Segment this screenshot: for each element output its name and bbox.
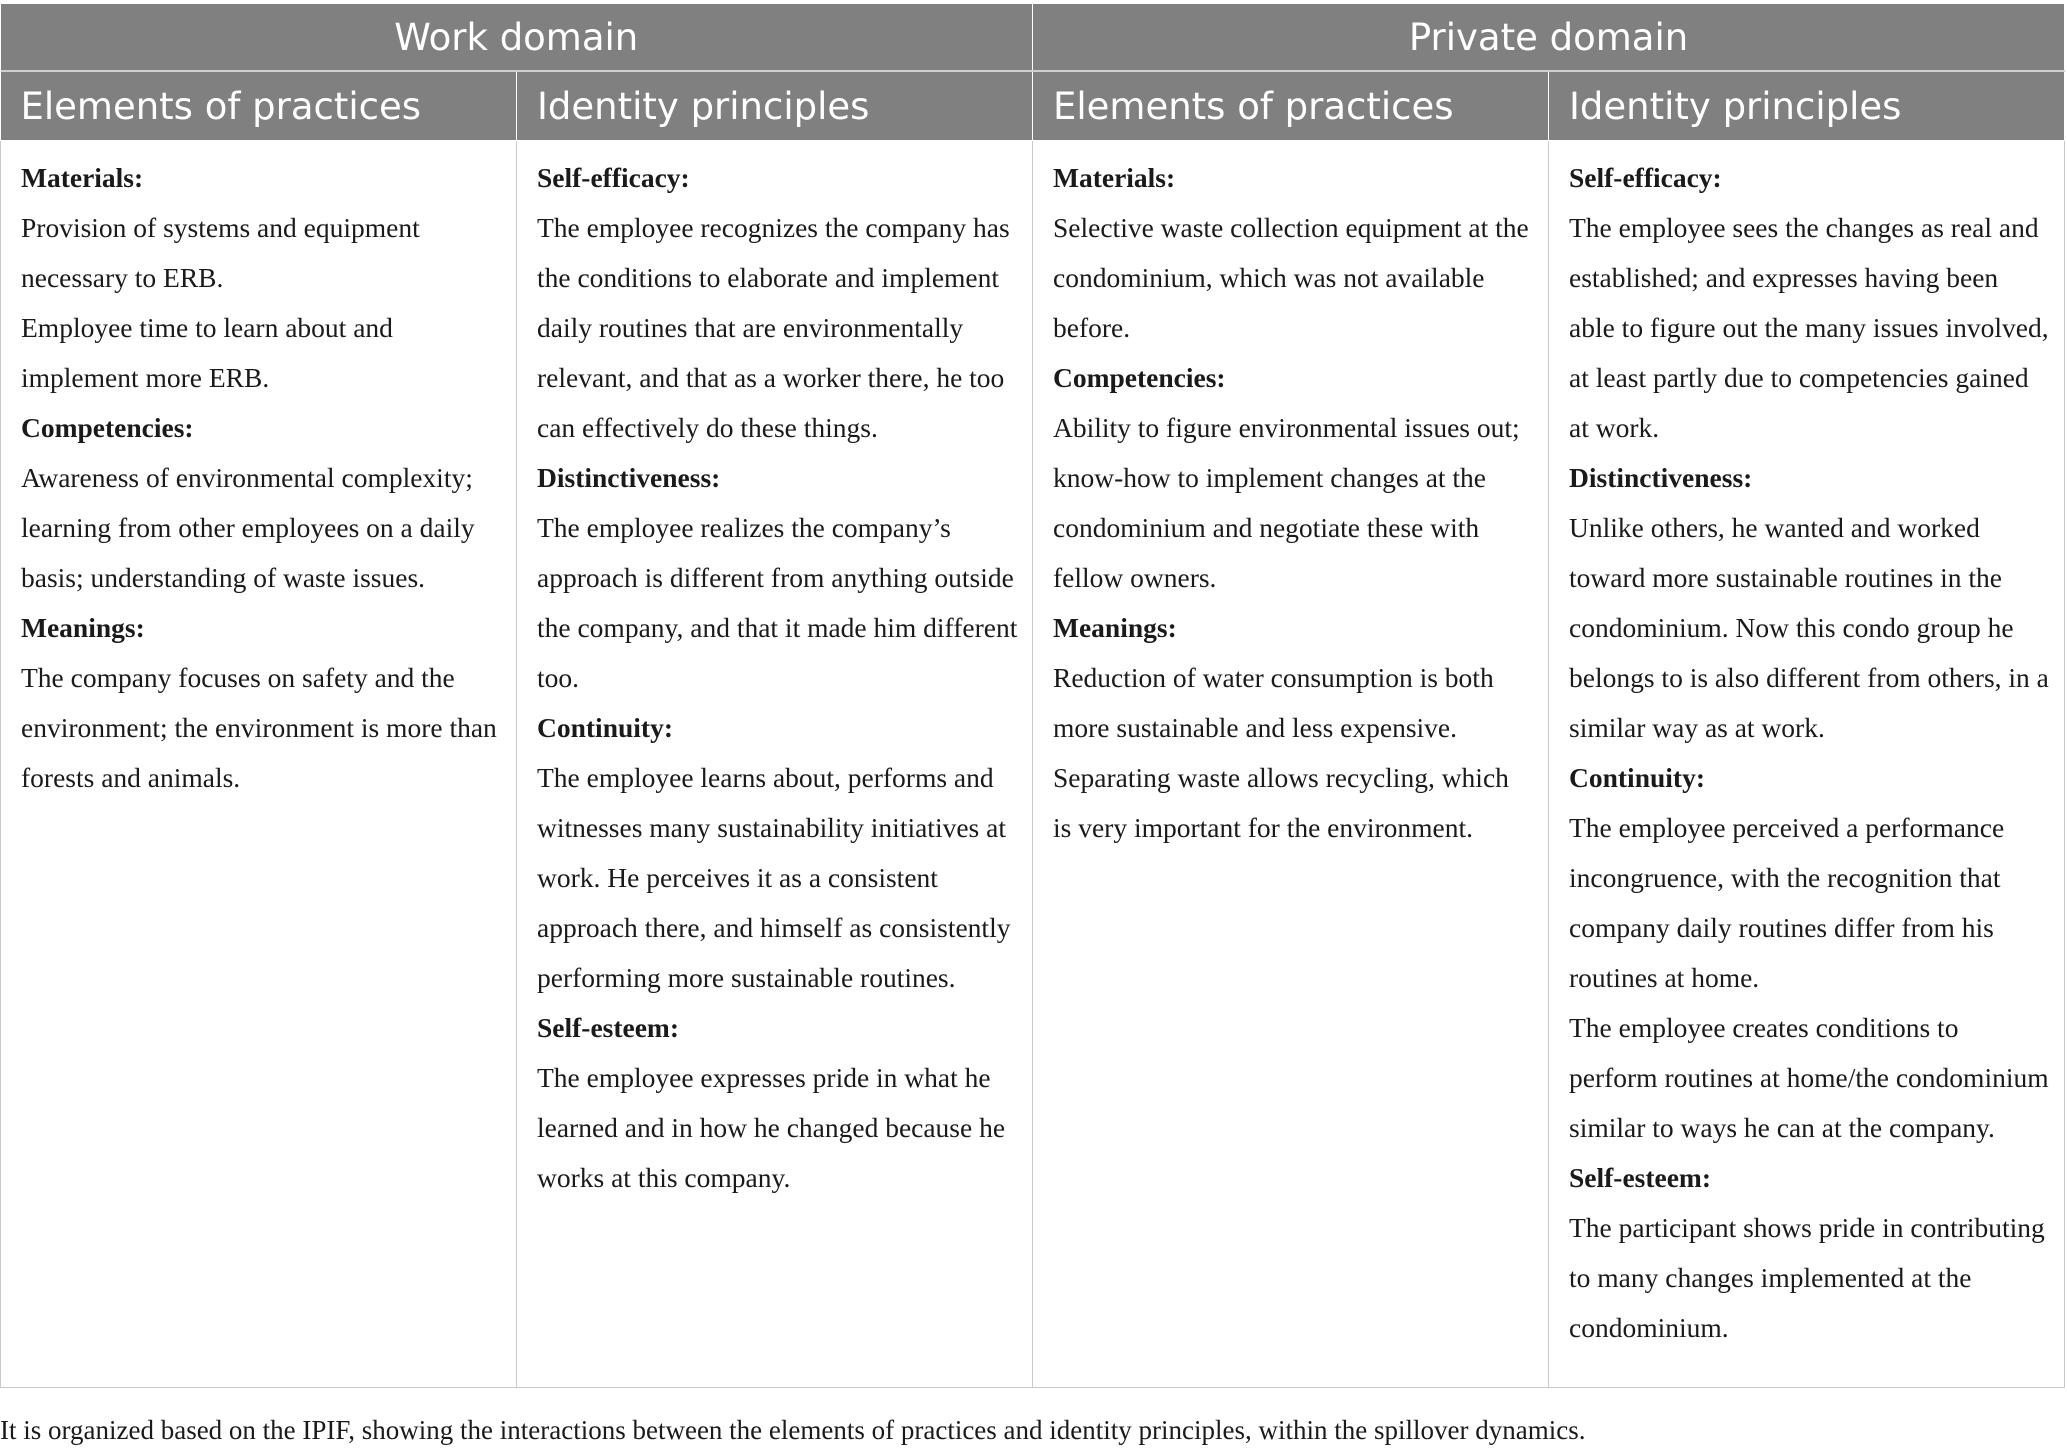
cell-label: Distinctiveness: [537,462,721,493]
cell-text: The employee sees the changes as real and established; and expresses having been able to figure out the many issues involved, at least partly due to competencies gained at work. [1569,212,2049,443]
cell-text: Awareness of environmental complexity; learning from other employees on a daily basis; understanding of waste issues. [21,462,475,593]
cell-label: Meanings: [21,612,145,643]
private-elements-cell [1033,141,1549,1388]
cell-label: Competencies: [1053,362,1226,393]
cell-label: Self-esteem: [1569,1162,1711,1193]
cell-label: Meanings: [1053,612,1177,643]
cell-text: The employee expresses pride in what he learned and in how he changed because he works at this company. [537,1062,1006,1193]
cell-text: Unlike others, he wanted and worked toward more sustainable routines in the condominium. Now this condo group he belongs to is also different from others, in a similar way as at work. [1569,512,2049,743]
table-footnote: It is organized based on the IPIF, showing the interactions between the elements of practices and identity principles, within the spillover dynamics. [0,1415,1586,1445]
work-elements-cell [1,141,517,1388]
cell-label: Self-efficacy: [537,162,690,193]
private-identity-header: Identity principles [1549,71,2065,141]
private-domain-header: Private domain [1033,4,2065,71]
cell-text: Provision of systems and equipment necessary to ERB. [21,212,420,293]
cell-label: Continuity: [1569,762,1705,793]
table-row [1,141,2065,1388]
cell-text: The company focuses on safety and the environment; the environment is more than forests and animals. [21,662,497,793]
work-identity-header: Identity principles [517,71,1033,141]
cell-label: Materials: [21,162,144,193]
work-domain-header: Work domain [1,4,1033,71]
private-identity-cell [1549,141,2065,1388]
cell-label: Continuity: [537,712,673,743]
cell-text: The employee creates conditions to perform routines at home/the condominium similar to ways he can at the company. [1569,1012,2049,1143]
cell-text: The employee learns about, performs and witnesses many sustainability initiatives at work. He perceives it as a consistent approach there, and himself as consistently performing more sustainable routines. [537,762,1011,993]
cell-text: Employee time to learn about and implement more ERB. [21,312,393,393]
private-elements-header: Elements of practices [1033,71,1549,141]
cell-text: The employee realizes the company’s approach is different from anything outside the company, and that it made him different too. [537,512,1018,693]
cell-label: Materials: [1053,162,1176,193]
cell-text: The participant shows pride in contributing to many changes implemented at the condominium. [1569,1212,2045,1343]
cell-label: Distinctiveness: [1569,462,1753,493]
cell-text: The employee recognizes the company has the conditions to elaborate and implement daily routines that are environmentally relevant, and that as a worker there, he too can effectively do these things. [537,212,1010,443]
cell-text: The employee perceived a performance incongruence, with the recognition that company daily routines differ from his routines at home. [1569,812,2005,993]
work-elements-header: Elements of practices [1,71,517,141]
cell-text: Selective waste collection equipment at the condominium, which was not available before. [1053,212,1529,343]
cell-text: Separating waste allows recycling, which is very important for the environment. [1053,762,1509,843]
cell-text: Ability to figure environmental issues out; know-how to implement changes at the condominium and negotiate these with fellow owners. [1053,412,1520,593]
cell-label: Competencies: [21,412,194,443]
cell-text: Reduction of water consumption is both more sustainable and less expensive. [1053,662,1494,743]
cell-label: Self-esteem: [537,1012,679,1043]
work-identity-cell [517,141,1033,1388]
practices-identity-table [0,4,2065,1388]
cell-label: Self-efficacy: [1569,162,1722,193]
